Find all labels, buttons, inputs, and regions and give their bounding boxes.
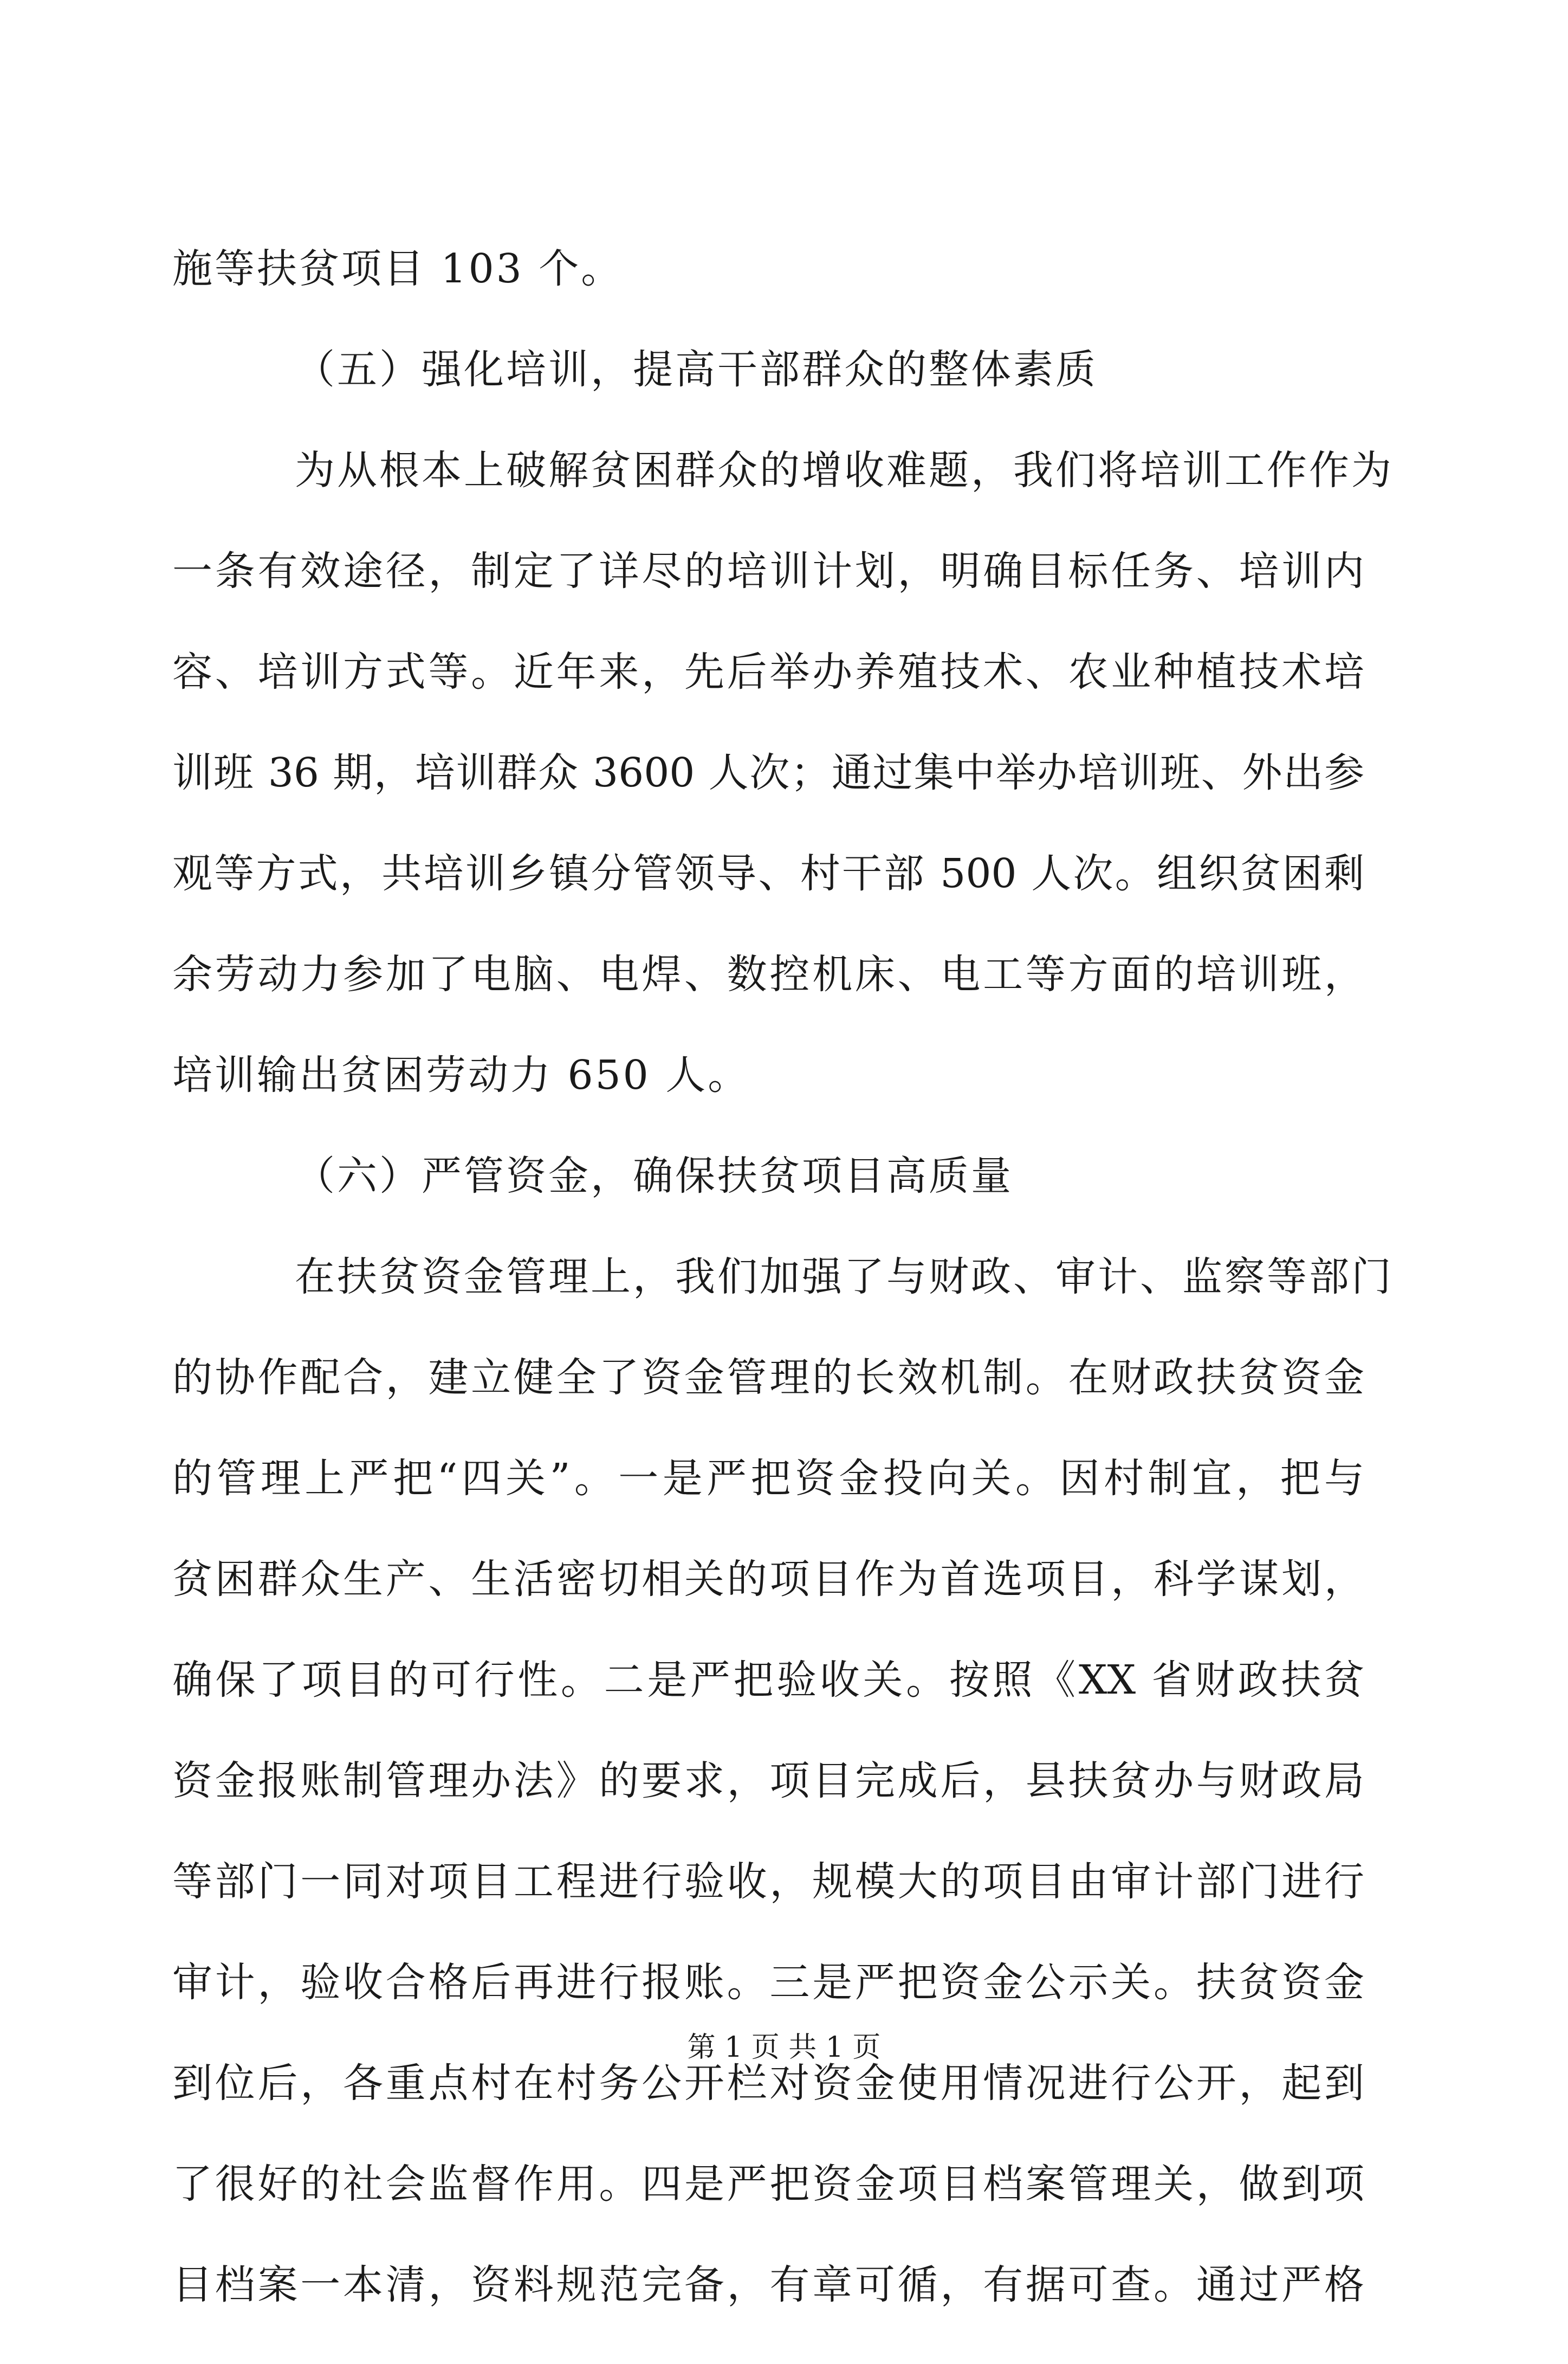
text-line: 施等扶贫项目 103 个。 — [172, 246, 624, 292]
text-line: 观等方式，共培训乡镇分管领导、村干部 500 人次。组织贫困剩 — [172, 850, 1364, 897]
page-number-footer: 第 1 页 共 1 页 — [687, 2031, 881, 2064]
section-heading-5: （五）强化培训，提高干部群众的整体素质 — [295, 346, 1098, 393]
text-line: 目档案一本清，资料规范完备，有章可循，有据可查。通过严格 — [172, 2262, 1364, 2308]
text-line: 的管理上严把“四关”。一是严把资金投向关。因村制宜，把与 — [172, 1455, 1364, 1502]
text-line: 为从根本上破解贫困群众的增收难题，我们将培训工作作为 — [295, 447, 1394, 494]
text-line: 了很好的社会监督作用。四是严把资金项目档案管理关，做到项 — [172, 2161, 1364, 2207]
text-line: 训班 36 期，培训群众 3600 人次；通过集中举办培训班、外出参 — [172, 750, 1364, 796]
text-line: 余劳动力参加了电脑、电焊、数控机床、电工等方面的培训班， — [172, 951, 1364, 998]
text-line: 在扶贫资金管理上，我们加强了与财政、审计、监察等部门 — [295, 1254, 1394, 1300]
text-line: 一条有效途径，制定了详尽的培训计划，明确目标任务、培训内 — [172, 548, 1364, 595]
text-line: 容、培训方式等。近年来，先后举办养殖技术、农业种植技术培 — [172, 649, 1364, 695]
text-line: 的协作配合，建立健全了资金管理的长效机制。在财政扶贫资金 — [172, 1354, 1364, 1401]
section-heading-6: （六）严管资金，确保扶贫项目高质量 — [295, 1153, 1013, 1199]
text-line: 审计，验收合格后再进行报账。三是严把资金公示关。扶贫资金 — [172, 1959, 1364, 2006]
text-line: 资金报账制管理办法》的要求，项目完成后，县扶贫办与财政局 — [172, 1758, 1364, 1804]
text-line: 贫困群众生产、生活密切相关的项目作为首选项目，科学谋划， — [172, 1556, 1364, 1603]
text-line: 培训输出贫困劳动力 650 人。 — [172, 1052, 750, 1099]
text-line: 到位后，各重点村在村务公开栏对资金使用情况进行公开，起到 — [172, 2060, 1364, 2107]
text-line: 确保了项目的可行性。二是严把验收关。按照《XX 省财政扶贫 — [172, 1657, 1364, 1703]
text-line: 等部门一同对项目工程进行验收，规模大的项目由审计部门进行 — [172, 1858, 1364, 1905]
